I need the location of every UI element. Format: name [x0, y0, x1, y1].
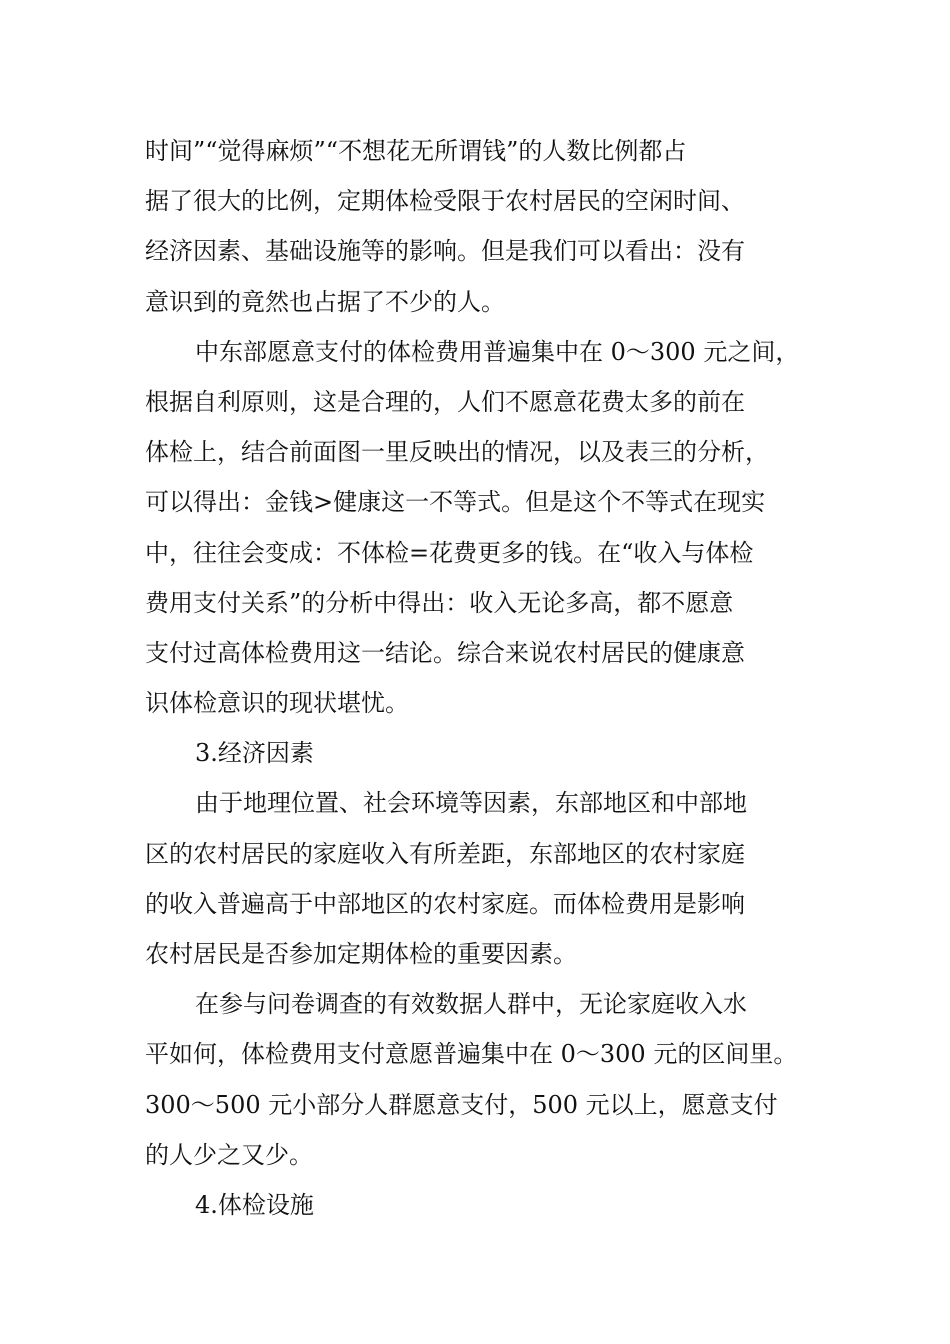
- paragraph-line: 可以得出：金钱>健康这一不等式。但是这个不等式在现实: [145, 488, 766, 517]
- paragraph-first-line: 中东部愿意支付的体检费用普遍集中在 0～300 元之间，: [195, 337, 800, 366]
- paragraph-line: 区的农村居民的家庭收入有所差距，东部地区的农村家庭: [145, 839, 745, 868]
- paragraph-line: 根据自利原则，这是合理的，人们不愿意花费太多的前在: [145, 387, 745, 416]
- paragraph-line: 农村居民是否参加定期体检的重要因素。: [145, 940, 577, 968]
- paragraph-line: 的人少之又少。: [145, 1140, 313, 1169]
- paragraph-line: 费用支付关系”的分析中得出：收入无论多高，都不愿意: [145, 588, 734, 617]
- section-heading: 3.经济因素: [195, 739, 314, 768]
- paragraph-line: 的收入普遍高于中部地区的农村家庭。而体检费用是影响: [145, 889, 745, 918]
- paragraph-line: 中，往往会变成：不体检=花费更多的钱。在“收入与体检: [145, 538, 754, 567]
- paragraph-line: 时间”“觉得麻烦”“不想花无所谓钱”的人数比例都占: [145, 137, 687, 165]
- paragraph-line: 识体检意识的现状堪忧。: [145, 689, 409, 718]
- paragraph-line: 支付过高体检费用这一结论。综合来说农村居民的健康意: [145, 638, 745, 667]
- paragraph-line: 据了很大的比例，定期体检受限于农村居民的空闲时间、: [145, 187, 745, 216]
- paragraph-first-line: 在参与问卷调查的有效数据人群中，无论家庭收入水: [195, 990, 747, 1019]
- paragraph-line: 平如何，体检费用支付意愿普遍集中在 0～300 元的区间里。: [145, 1040, 798, 1069]
- paragraph-line: 意识到的竟然也占据了不少的人。: [145, 287, 505, 316]
- paragraph-line: 300～500 元小部分人群愿意支付，500 元以上，愿意支付: [145, 1090, 778, 1119]
- paragraph-first-line: 由于地理位置、社会环境等因素，东部地区和中部地: [195, 789, 747, 818]
- paragraph-line: 体检上，结合前面图一里反映出的情况，以及表三的分析，: [145, 438, 769, 467]
- document-page: [145, 126, 810, 1230]
- section-heading: 4.体检设施: [195, 1190, 314, 1219]
- paragraph-line: 经济因素、基础设施等的影响。但是我们可以看出：没有: [145, 237, 745, 266]
